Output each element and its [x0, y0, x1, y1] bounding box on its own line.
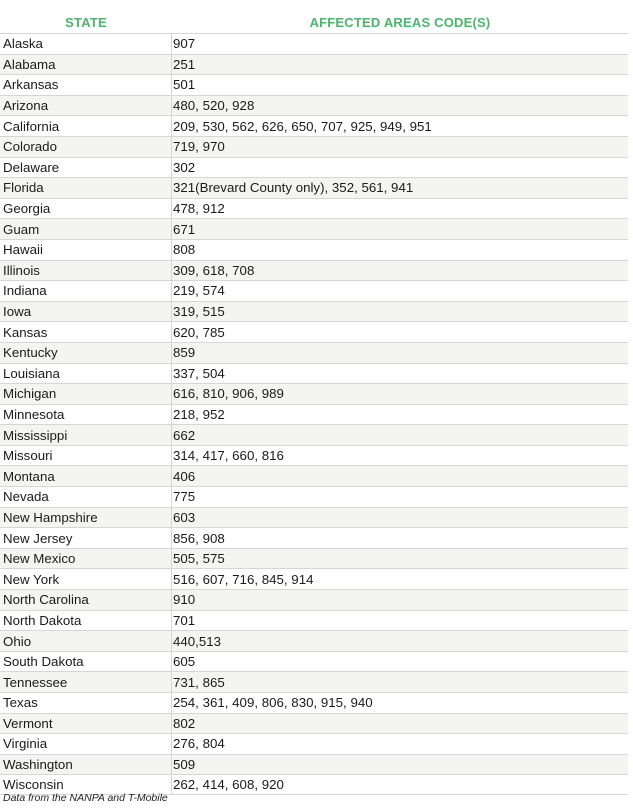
state-column-header: STATE: [65, 14, 107, 30]
area-codes-cell: 516, 607, 716, 845, 914: [173, 571, 314, 587]
table-row: [0, 74, 628, 95]
table-row: [0, 692, 628, 713]
state-cell: Ohio: [0, 631, 172, 651]
area-codes-cell: 701: [173, 612, 196, 628]
state-cell: Georgia: [0, 199, 172, 219]
state-cell: Colorado: [0, 137, 172, 157]
state-cell: Kansas: [0, 322, 172, 342]
state-cell: Florida: [0, 178, 172, 198]
area-codes-cell: 505, 575: [173, 551, 225, 567]
state-cell: Alabama: [0, 55, 172, 75]
state-cell: Mississippi: [0, 425, 172, 445]
area-codes-cell: 719, 970: [173, 139, 225, 155]
table-row: [0, 321, 628, 342]
area-codes-cell: 802: [173, 715, 196, 731]
state-cell: New Jersey: [0, 528, 172, 548]
table-row: [0, 239, 628, 260]
area-codes-cell: 337, 504: [173, 365, 225, 381]
table-row: [0, 445, 628, 466]
state-cell: Nevada: [0, 487, 172, 507]
state-cell: Minnesota: [0, 405, 172, 425]
area-codes-cell: 616, 810, 906, 989: [173, 386, 284, 402]
state-cell: North Dakota: [0, 611, 172, 631]
area-codes-cell: 662: [173, 427, 196, 443]
table-row: [0, 465, 628, 486]
codes-column-header: AFFECTED AREAS CODE(S): [309, 14, 491, 30]
table-row: [0, 198, 628, 219]
area-codes-cell: 219, 574: [173, 283, 225, 299]
table-row: [0, 610, 628, 631]
area-codes-cell: 478, 912: [173, 201, 225, 217]
area-codes-cell: 319, 515: [173, 304, 225, 320]
state-cell: Delaware: [0, 158, 172, 178]
area-codes-cell: 406: [173, 468, 196, 484]
table-row: [0, 177, 628, 198]
state-cell: Arizona: [0, 96, 172, 116]
table-header: [0, 11, 628, 33]
area-codes-cell: 218, 952: [173, 406, 225, 422]
area-codes-cell: 501: [173, 77, 196, 93]
area-codes-cell: 856, 908: [173, 530, 225, 546]
area-codes-cell: 603: [173, 509, 196, 525]
area-codes-cell: 321(Brevard County only), 352, 561, 941: [173, 180, 414, 196]
table-row: [0, 280, 628, 301]
table-row: [0, 260, 628, 281]
table-row: [0, 527, 628, 548]
area-codes-cell: 671: [173, 221, 196, 237]
area-codes-cell: 620, 785: [173, 324, 225, 340]
state-cell: Wisconsin: [0, 775, 172, 794]
table-row: [0, 671, 628, 692]
table-row: [0, 424, 628, 445]
state-cell: New Hampshire: [0, 508, 172, 528]
area-codes-cell: 605: [173, 654, 196, 670]
state-cell: Vermont: [0, 714, 172, 734]
state-cell: Arkansas: [0, 75, 172, 95]
table-row: [0, 568, 628, 589]
state-cell: Kentucky: [0, 343, 172, 363]
area-codes-cell: 276, 804: [173, 736, 225, 752]
table-row: [0, 548, 628, 569]
state-cell: Montana: [0, 466, 172, 486]
area-code-table: [0, 11, 628, 795]
table-row: [0, 33, 628, 54]
table-row: [0, 115, 628, 136]
state-cell: Michigan: [0, 384, 172, 404]
table-row: [0, 507, 628, 528]
table-row: [0, 136, 628, 157]
table-row: [0, 95, 628, 116]
area-codes-cell: 509: [173, 757, 196, 773]
area-codes-cell: 907: [173, 36, 196, 52]
table-row: [0, 733, 628, 754]
area-codes-cell: 910: [173, 592, 196, 608]
state-cell: South Dakota: [0, 652, 172, 672]
area-codes-cell: 251: [173, 56, 196, 72]
table-row: [0, 218, 628, 239]
state-cell: Illinois: [0, 261, 172, 281]
table-row: [0, 301, 628, 322]
table-row: [0, 404, 628, 425]
state-cell: New York: [0, 569, 172, 589]
state-cell: Louisiana: [0, 364, 172, 384]
table-body: [0, 33, 628, 795]
state-cell: Iowa: [0, 302, 172, 322]
table-row: [0, 54, 628, 75]
area-codes-cell: 262, 414, 608, 920: [173, 777, 284, 793]
state-cell: Indiana: [0, 281, 172, 301]
table-row: [0, 157, 628, 178]
state-cell: Missouri: [0, 446, 172, 466]
state-cell: Washington: [0, 755, 172, 775]
state-cell: Virginia: [0, 734, 172, 754]
state-cell: Tennessee: [0, 672, 172, 692]
table-row: [0, 486, 628, 507]
area-codes-cell: 209, 530, 562, 626, 650, 707, 925, 949, 951: [173, 118, 432, 134]
area-codes-cell: 254, 361, 409, 806, 830, 915, 940: [173, 695, 373, 711]
table-row: [0, 630, 628, 651]
table-row: [0, 589, 628, 610]
state-cell: Hawaii: [0, 240, 172, 260]
area-codes-cell: 731, 865: [173, 674, 225, 690]
area-codes-cell: 859: [173, 345, 196, 361]
table-row: [0, 383, 628, 404]
table-row: [0, 342, 628, 363]
state-cell: Texas: [0, 693, 172, 713]
table-row: [0, 363, 628, 384]
state-cell: North Carolina: [0, 590, 172, 610]
table-row: [0, 651, 628, 672]
table-row: [0, 713, 628, 734]
table-row: [0, 754, 628, 775]
area-codes-cell: 480, 520, 928: [173, 98, 255, 114]
area-codes-cell: 775: [173, 489, 196, 505]
state-cell: California: [0, 116, 172, 136]
state-cell: Guam: [0, 219, 172, 239]
area-codes-cell: 808: [173, 242, 196, 258]
area-codes-cell: 302: [173, 159, 196, 175]
state-cell: New Mexico: [0, 549, 172, 569]
area-codes-cell: 309, 618, 708: [173, 262, 255, 278]
area-codes-cell: 314, 417, 660, 816: [173, 448, 284, 464]
source-footnote: Data from the NANPA and T-Mobile: [3, 792, 168, 804]
area-codes-cell: 440,513: [173, 633, 222, 649]
state-cell: Alaska: [0, 34, 172, 54]
